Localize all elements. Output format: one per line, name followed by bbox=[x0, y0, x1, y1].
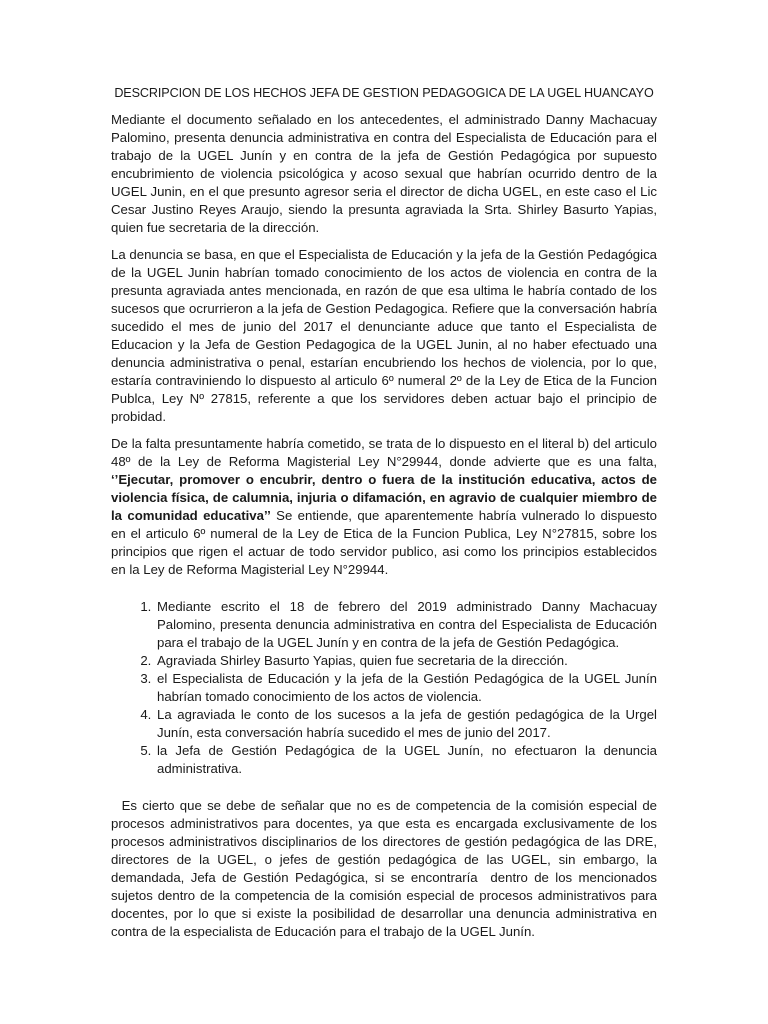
paragraph-falta bbox=[111, 435, 657, 579]
list-item: 5. la Jefa de Gestión Pedagógica de la UGEL Junín, no efectuaron la denuncia administrativa. bbox=[155, 742, 657, 778]
paragraph-falta-quote: ‘’Ejecutar, promover o encubrir, dentro o fuera de la institución educativa, actos de violencia física, de calumnia, injuria o difamación, en agravio de cualquier miembro de la comunidad educativa’’ bbox=[111, 472, 657, 523]
list-item: 3. el Especialista de Educación y la jefa de la Gestión Pedagógica de la UGEL Junín habrían tomado conocimiento de los actos de violencia. bbox=[155, 670, 657, 706]
facts-list bbox=[111, 598, 657, 778]
list-item: 1. Mediante escrito el 18 de febrero del 2019 administrado Danny Machacuay Palomino, presenta denuncia administrativa en contra del Especialista de Educación para el trabajo de la UGEL Junín y en contra de la jefa de Gestión Pedagógica. bbox=[155, 598, 657, 652]
document-title: DESCRIPCION DE LOS HECHOS JEFA DE GESTION PEDAGOGICA DE LA UGEL HUANCAYO bbox=[114, 86, 654, 100]
list-item: 4. La agraviada le conto de los sucesos a la jefa de gestión pedagógica de la Urgel Junín, esta conversación habría sucedido el mes de junio del 2017. bbox=[155, 706, 657, 742]
paragraph-competencia: Es cierto que se debe de señalar que no es de competencia de la comisión especial de procesos administrativos para docentes, ya que esta es encargada exclusivamente de los procesos administrativos disciplinarios de los directores de gestión pedagógica de las DRE, directores de la UGEL, o jefes de gestión pedagógica de las UGEL, sin embargo, la demandada, Jefa de Gestión Pedagógica, si se encontraría dentro de los mencionados sujetos dentro de la competencia de la comisión especial de procesos administrativos para docentes, por lo que si existe la posibilidad de desarrollar una denuncia administrativa en contra de la especialista de Educación para el trabajo de la UGEL Junín. bbox=[111, 798, 661, 939]
paragraph-antecedentes: Mediante el documento señalado en los antecedentes, el administrado Danny Machacuay Palomino, presenta denuncia administrativa en contra del Especialista de Educación para el trabajo de la UGEL Junín y en contra de la jefa de Gestión Pedagógica por supuesto encubrimiento de violencia psicológica y acoso sexual que habrían ocurrido dentro de la UGEL Junin, en el que presunto agresor seria el director de dicha UGEL, en este caso el Lic Cesar Justino Reyes Araujo, siendo la presunta agraviada la Srta. Shirley Basurto Yapias, quien fue secretaria de la dirección. bbox=[111, 112, 657, 235]
paragraph-falta-intro: De la falta presuntamente habría cometido, se trata de lo dispuesto en el literal b) del articulo 48º de la Ley de Reforma Magisterial Ley N°29944, donde advierte que es una falta, bbox=[111, 436, 657, 469]
paragraph-denuncia: La denuncia se basa, en que el Especialista de Educación y la jefa de la Gestión Pedagógica de la UGEL Junin habrían tomado conocimiento de los actos de violencia en contra de la presunta agraviada antes mencionada, en razón de que esa ultima le habría contado de los sucesos que ocrurrieron a la jefa de Gestion Pedagogica. Refiere que la conversación habría sucedido el mes de junio del 2017 el denunciante aduce que tanto el Especialista de Educacion y la Jefa de Gestion Pedagogica de la UGEL Junin, al no haber efectuado una denuncia administrativa o penal, estarían encubriendo los hechos de violencia, por lo que, estaría contraviniendo lo dispuesto al articulo 6º numeral 2º de la Ley de Etica de la Funcion Publca, Ley Nº 27815, referente a que los servidores deben actuar bajo el principio de probidad. bbox=[111, 247, 657, 424]
paragraph-falta-conclusion: Se entiende, que aparentemente habría vulnerado lo dispuesto en el articulo 6º numeral de la Ley de Etica de la Funcion Publica, Ley N°27815, sobre los principios que rigen el actuar de todo servidor publico, asi como los principios establecidos en la Ley de Reforma Magisterial Ley N°29944. bbox=[111, 508, 657, 577]
list-item: 2. Agraviada Shirley Basurto Yapias, quien fue secretaria de la dirección. bbox=[155, 652, 657, 670]
